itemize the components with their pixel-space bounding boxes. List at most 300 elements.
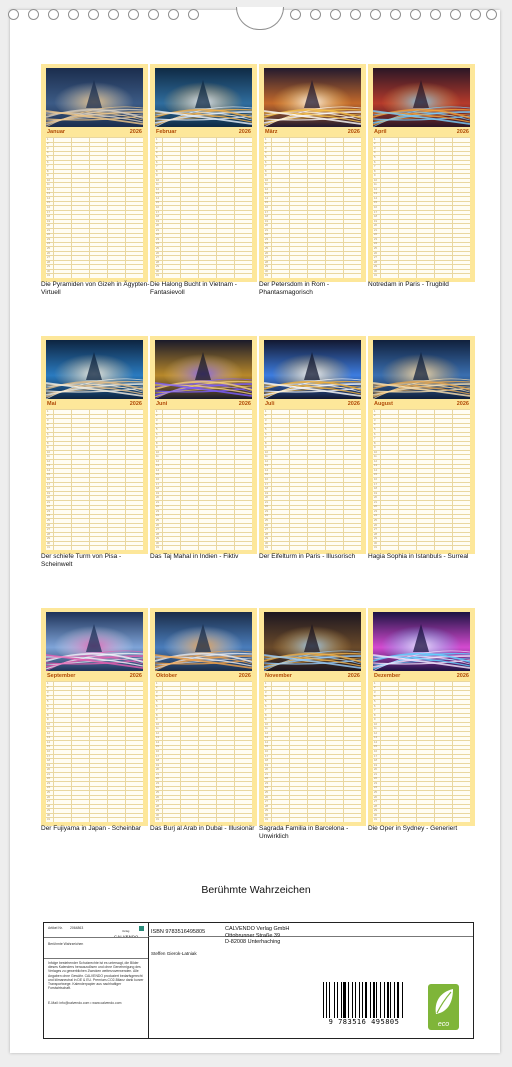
day-number: 22 xyxy=(265,777,268,781)
day-row xyxy=(264,749,361,750)
day-number: 31 xyxy=(156,274,159,278)
day-row xyxy=(46,251,143,252)
day-number: 26 xyxy=(47,251,50,255)
day-number: 27 xyxy=(374,528,377,532)
month-header xyxy=(155,401,252,408)
grid-column-line xyxy=(198,137,199,278)
day-number: 6 xyxy=(156,704,158,708)
grid-column-line xyxy=(452,681,453,822)
day-row xyxy=(264,182,361,183)
day-number: 13 xyxy=(265,464,268,468)
day-number: 15 xyxy=(374,473,377,477)
divider xyxy=(148,936,473,937)
day-row xyxy=(155,137,252,138)
day-number: 14 xyxy=(156,196,159,200)
day-row xyxy=(155,731,252,732)
day-number: 7 xyxy=(47,165,49,169)
day-row xyxy=(46,763,143,764)
binding-hole xyxy=(128,9,139,20)
day-number: 9 xyxy=(47,718,49,722)
day-number: 6 xyxy=(374,160,376,164)
day-row xyxy=(46,228,143,229)
day-number: 31 xyxy=(156,818,159,822)
day-number: 15 xyxy=(265,201,268,205)
day-row xyxy=(155,182,252,183)
day-row xyxy=(264,155,361,156)
day-row xyxy=(373,445,470,446)
day-number: 12 xyxy=(374,187,377,191)
grid-column-line xyxy=(198,409,199,550)
day-number: 31 xyxy=(374,274,377,278)
day-row xyxy=(264,169,361,170)
day-row xyxy=(155,427,252,428)
day-number: 29 xyxy=(265,537,268,541)
day-number: 28 xyxy=(47,260,50,264)
day-number: 20 xyxy=(47,768,50,772)
day-row xyxy=(46,491,143,492)
day-number: 31 xyxy=(265,546,268,550)
day-row xyxy=(264,137,361,138)
month-photo xyxy=(264,68,361,127)
day-number: 10 xyxy=(156,722,159,726)
day-number: 16 xyxy=(156,206,159,210)
day-row xyxy=(373,777,470,781)
day-number: 4 xyxy=(156,695,158,699)
binding-hole xyxy=(470,9,481,20)
day-row xyxy=(264,423,361,427)
grid-column-line xyxy=(380,681,381,822)
day-row xyxy=(373,817,470,818)
day-row xyxy=(46,817,143,818)
day-row xyxy=(155,418,252,419)
month-day-grid xyxy=(373,137,470,278)
day-number: 17 xyxy=(265,210,268,214)
day-row xyxy=(155,169,252,170)
day-number: 11 xyxy=(47,183,50,187)
day-row xyxy=(264,536,361,537)
day-number: 13 xyxy=(47,736,50,740)
barcode-bar xyxy=(343,982,346,1018)
day-number: 18 xyxy=(265,487,268,491)
day-number: 16 xyxy=(265,478,268,482)
day-row xyxy=(46,717,143,718)
grid-column-line xyxy=(271,681,272,822)
day-number: 28 xyxy=(47,532,50,536)
day-number: 26 xyxy=(156,523,159,527)
day-row xyxy=(264,160,361,161)
day-number: 13 xyxy=(47,464,50,468)
day-number: 8 xyxy=(265,713,267,717)
day-number: 6 xyxy=(374,704,376,708)
month-year: 2026 xyxy=(238,401,251,407)
month-name: Juli xyxy=(265,401,275,407)
day-row xyxy=(155,545,252,546)
day-row xyxy=(46,201,143,205)
grid-column-line xyxy=(434,409,435,550)
day-number: 5 xyxy=(265,155,267,159)
product-title: Berühmte Wahrzeichen xyxy=(48,942,84,946)
barcode xyxy=(323,982,405,1026)
day-row xyxy=(373,223,470,224)
grid-column-line xyxy=(180,409,181,550)
day-number: 15 xyxy=(47,473,50,477)
day-row xyxy=(155,219,252,220)
binding-hole xyxy=(48,9,59,20)
day-number: 26 xyxy=(47,523,50,527)
day-row xyxy=(264,763,361,764)
day-number: 13 xyxy=(156,464,159,468)
grid-column-line xyxy=(452,409,453,550)
day-number: 21 xyxy=(265,772,268,776)
day-row xyxy=(373,536,470,537)
day-number: 10 xyxy=(265,722,268,726)
day-number: 26 xyxy=(265,251,268,255)
grid-column-line xyxy=(71,137,72,278)
day-number: 11 xyxy=(374,727,377,731)
day-row xyxy=(264,726,361,727)
day-row xyxy=(155,192,252,196)
day-number: 22 xyxy=(374,233,377,237)
day-row xyxy=(46,196,143,197)
day-number: 7 xyxy=(374,709,376,713)
day-row xyxy=(46,418,143,419)
day-row xyxy=(46,459,143,460)
day-row xyxy=(264,813,361,814)
day-number: 20 xyxy=(374,496,377,500)
grid-column-line xyxy=(343,681,344,822)
month-photo xyxy=(155,612,252,671)
day-row xyxy=(46,808,143,809)
day-number: 12 xyxy=(265,187,268,191)
day-number: 23 xyxy=(374,237,377,241)
day-row xyxy=(373,473,470,477)
day-number: 29 xyxy=(47,537,50,541)
day-number: 29 xyxy=(156,265,159,269)
barcode-bar xyxy=(365,982,367,1018)
barcode-bar xyxy=(402,982,403,1018)
day-row xyxy=(373,414,470,418)
day-row xyxy=(46,509,143,510)
day-number: 17 xyxy=(156,754,159,758)
grid-column-line xyxy=(343,409,344,550)
day-row xyxy=(155,450,252,451)
day-row xyxy=(264,178,361,179)
day-row xyxy=(155,459,252,460)
day-number: 2 xyxy=(374,414,376,418)
day-row xyxy=(264,468,361,469)
day-row xyxy=(46,182,143,183)
day-row xyxy=(373,178,470,179)
month-card xyxy=(150,64,257,282)
day-number: 25 xyxy=(265,518,268,522)
day-row xyxy=(46,427,143,428)
day-row xyxy=(373,708,470,709)
day-number: 6 xyxy=(47,432,49,436)
month-card xyxy=(259,336,366,554)
day-number: 3 xyxy=(47,690,49,694)
day-number: 22 xyxy=(265,233,268,237)
day-number: 9 xyxy=(156,718,158,722)
month-header xyxy=(155,129,252,136)
day-row xyxy=(155,214,252,215)
day-number: 27 xyxy=(156,528,159,532)
day-number: 29 xyxy=(156,537,159,541)
day-number: 11 xyxy=(156,727,159,731)
grid-column-line xyxy=(398,681,399,822)
day-row xyxy=(46,214,143,215)
day-number: 30 xyxy=(47,541,50,545)
day-row xyxy=(264,686,361,690)
day-row xyxy=(264,804,361,805)
day-number: 2 xyxy=(374,686,376,690)
day-number: 31 xyxy=(47,274,50,278)
day-row xyxy=(46,686,143,690)
day-number: 20 xyxy=(265,496,268,500)
grid-column-line xyxy=(53,681,54,822)
month-name: Februar xyxy=(156,129,177,135)
day-number: 25 xyxy=(374,246,377,250)
binding-hole xyxy=(168,9,179,20)
day-row xyxy=(155,432,252,433)
day-number: 17 xyxy=(374,210,377,214)
day-row xyxy=(373,754,470,755)
day-number: 2 xyxy=(265,414,267,418)
day-number: 6 xyxy=(265,160,267,164)
month-year: 2026 xyxy=(347,129,360,135)
day-row xyxy=(155,699,252,700)
grid-column-line xyxy=(198,681,199,822)
day-row xyxy=(264,500,361,501)
day-number: 20 xyxy=(374,768,377,772)
day-row xyxy=(46,486,143,487)
day-number: 15 xyxy=(374,745,377,749)
day-row xyxy=(155,726,252,727)
day-row xyxy=(155,201,252,205)
day-number: 31 xyxy=(47,818,50,822)
day-row xyxy=(46,450,143,451)
day-number: 13 xyxy=(374,464,377,468)
barcode-bar xyxy=(397,982,400,1018)
grid-column-line xyxy=(53,137,54,278)
grid-column-line xyxy=(162,409,163,550)
day-number: 28 xyxy=(156,260,159,264)
day-row xyxy=(155,454,252,455)
day-row xyxy=(46,255,143,256)
day-row xyxy=(373,767,470,768)
day-row xyxy=(46,192,143,196)
day-number: 9 xyxy=(374,174,376,178)
day-row xyxy=(155,754,252,755)
day-number: 23 xyxy=(156,509,159,513)
day-number: 30 xyxy=(47,269,50,273)
day-number: 16 xyxy=(47,478,50,482)
day-row xyxy=(155,722,252,723)
grid-column-line xyxy=(216,137,217,278)
day-number: 5 xyxy=(156,699,158,703)
day-number: 22 xyxy=(156,233,159,237)
grid-column-line xyxy=(416,681,417,822)
day-number: 30 xyxy=(156,813,159,817)
day-row xyxy=(46,219,143,220)
day-number: 25 xyxy=(47,790,50,794)
month-caption: Der Fujiyama in Japan - Scheinbar xyxy=(41,825,142,832)
day-number: 18 xyxy=(265,759,268,763)
day-row xyxy=(373,758,470,759)
day-number: 20 xyxy=(47,224,50,228)
calvendo-logo xyxy=(114,925,144,939)
grid-column-line xyxy=(234,137,235,278)
day-row xyxy=(155,260,252,261)
day-number: 27 xyxy=(47,256,50,260)
binding-hole xyxy=(108,9,119,20)
day-number: 28 xyxy=(47,804,50,808)
month-caption: Das Burj al Arab in Dubai - Illusionär xyxy=(150,825,255,832)
grid-column-line xyxy=(452,137,453,278)
month-card xyxy=(41,64,148,282)
day-row xyxy=(373,726,470,727)
grid-column-line xyxy=(325,137,326,278)
day-row xyxy=(155,781,252,782)
day-number: 24 xyxy=(265,514,268,518)
day-row xyxy=(155,740,252,741)
month-photo xyxy=(373,340,470,399)
day-number: 4 xyxy=(47,423,49,427)
day-row xyxy=(264,146,361,147)
day-row xyxy=(155,777,252,781)
day-number: 20 xyxy=(374,224,377,228)
day-number: 4 xyxy=(265,423,267,427)
day-number: 17 xyxy=(47,754,50,758)
day-row xyxy=(373,468,470,469)
day-number: 17 xyxy=(156,210,159,214)
day-row xyxy=(264,740,361,741)
info-left-column xyxy=(44,923,149,1038)
day-row xyxy=(155,436,252,437)
barcode-bar xyxy=(373,982,375,1018)
day-number: 2 xyxy=(156,142,158,146)
month-name: August xyxy=(374,401,393,407)
day-number: 4 xyxy=(374,151,376,155)
day-number: 7 xyxy=(265,165,267,169)
day-number: 14 xyxy=(265,740,268,744)
day-row xyxy=(155,745,252,749)
day-row xyxy=(46,164,143,165)
day-number: 23 xyxy=(265,781,268,785)
day-number: 18 xyxy=(156,215,159,219)
day-row xyxy=(46,155,143,156)
day-row xyxy=(46,713,143,714)
day-number: 10 xyxy=(47,178,50,182)
day-number: 8 xyxy=(265,441,267,445)
day-row xyxy=(155,228,252,229)
day-number: 13 xyxy=(374,192,377,196)
day-number: 13 xyxy=(156,736,159,740)
month-card xyxy=(368,64,475,282)
day-row xyxy=(46,237,143,238)
grid-column-line xyxy=(434,681,435,822)
day-row xyxy=(46,477,143,478)
grid-column-line xyxy=(434,137,435,278)
day-row xyxy=(46,749,143,750)
day-row xyxy=(155,491,252,492)
barcode-bar xyxy=(334,982,336,1018)
article-number: 2064863 xyxy=(70,926,84,930)
day-row xyxy=(264,786,361,790)
day-row xyxy=(46,142,143,146)
day-number: 18 xyxy=(374,487,377,491)
publisher-line-1: CALVENDO Verlag GmbH xyxy=(225,926,290,932)
day-row xyxy=(264,545,361,546)
day-number: 7 xyxy=(374,437,376,441)
day-row xyxy=(155,223,252,224)
divider xyxy=(44,958,148,959)
day-row xyxy=(155,790,252,791)
grid-column-line xyxy=(325,409,326,550)
day-row xyxy=(155,409,252,410)
day-number: 22 xyxy=(47,233,50,237)
day-number: 27 xyxy=(374,800,377,804)
day-row xyxy=(373,205,470,206)
day-row xyxy=(373,695,470,699)
binding-hole xyxy=(350,9,361,20)
day-number: 1 xyxy=(156,409,158,413)
day-number: 27 xyxy=(374,256,377,260)
day-number: 6 xyxy=(156,432,158,436)
day-row xyxy=(46,722,143,723)
day-row xyxy=(373,246,470,247)
day-number: 9 xyxy=(265,174,267,178)
month-year: 2026 xyxy=(238,673,251,679)
day-number: 7 xyxy=(156,709,158,713)
day-row xyxy=(264,445,361,446)
day-number: 12 xyxy=(47,459,50,463)
day-row xyxy=(155,210,252,211)
day-number: 24 xyxy=(156,514,159,518)
day-number: 5 xyxy=(156,427,158,431)
day-row xyxy=(46,464,143,468)
month-photo xyxy=(264,340,361,399)
day-row xyxy=(264,495,361,496)
grid-column-line xyxy=(234,681,235,822)
day-number: 23 xyxy=(156,237,159,241)
day-number: 16 xyxy=(265,206,268,210)
day-row xyxy=(264,196,361,197)
day-row xyxy=(264,482,361,483)
day-number: 12 xyxy=(374,731,377,735)
day-number: 21 xyxy=(374,772,377,776)
day-number: 7 xyxy=(156,165,158,169)
month-name: Dezember xyxy=(374,673,401,679)
day-number: 5 xyxy=(47,155,49,159)
day-number: 7 xyxy=(47,709,49,713)
day-number: 10 xyxy=(156,178,159,182)
day-number: 12 xyxy=(374,459,377,463)
day-row xyxy=(46,804,143,805)
day-number: 28 xyxy=(156,532,159,536)
day-number: 6 xyxy=(265,704,267,708)
month-year: 2026 xyxy=(129,401,142,407)
day-number: 6 xyxy=(47,704,49,708)
month-card xyxy=(150,608,257,826)
day-row xyxy=(373,454,470,455)
barcode-bar xyxy=(323,982,324,1018)
day-number: 1 xyxy=(156,681,158,685)
day-row xyxy=(46,205,143,206)
day-number: 2 xyxy=(156,686,158,690)
day-row xyxy=(264,527,361,528)
day-row xyxy=(46,790,143,791)
day-row xyxy=(46,695,143,699)
